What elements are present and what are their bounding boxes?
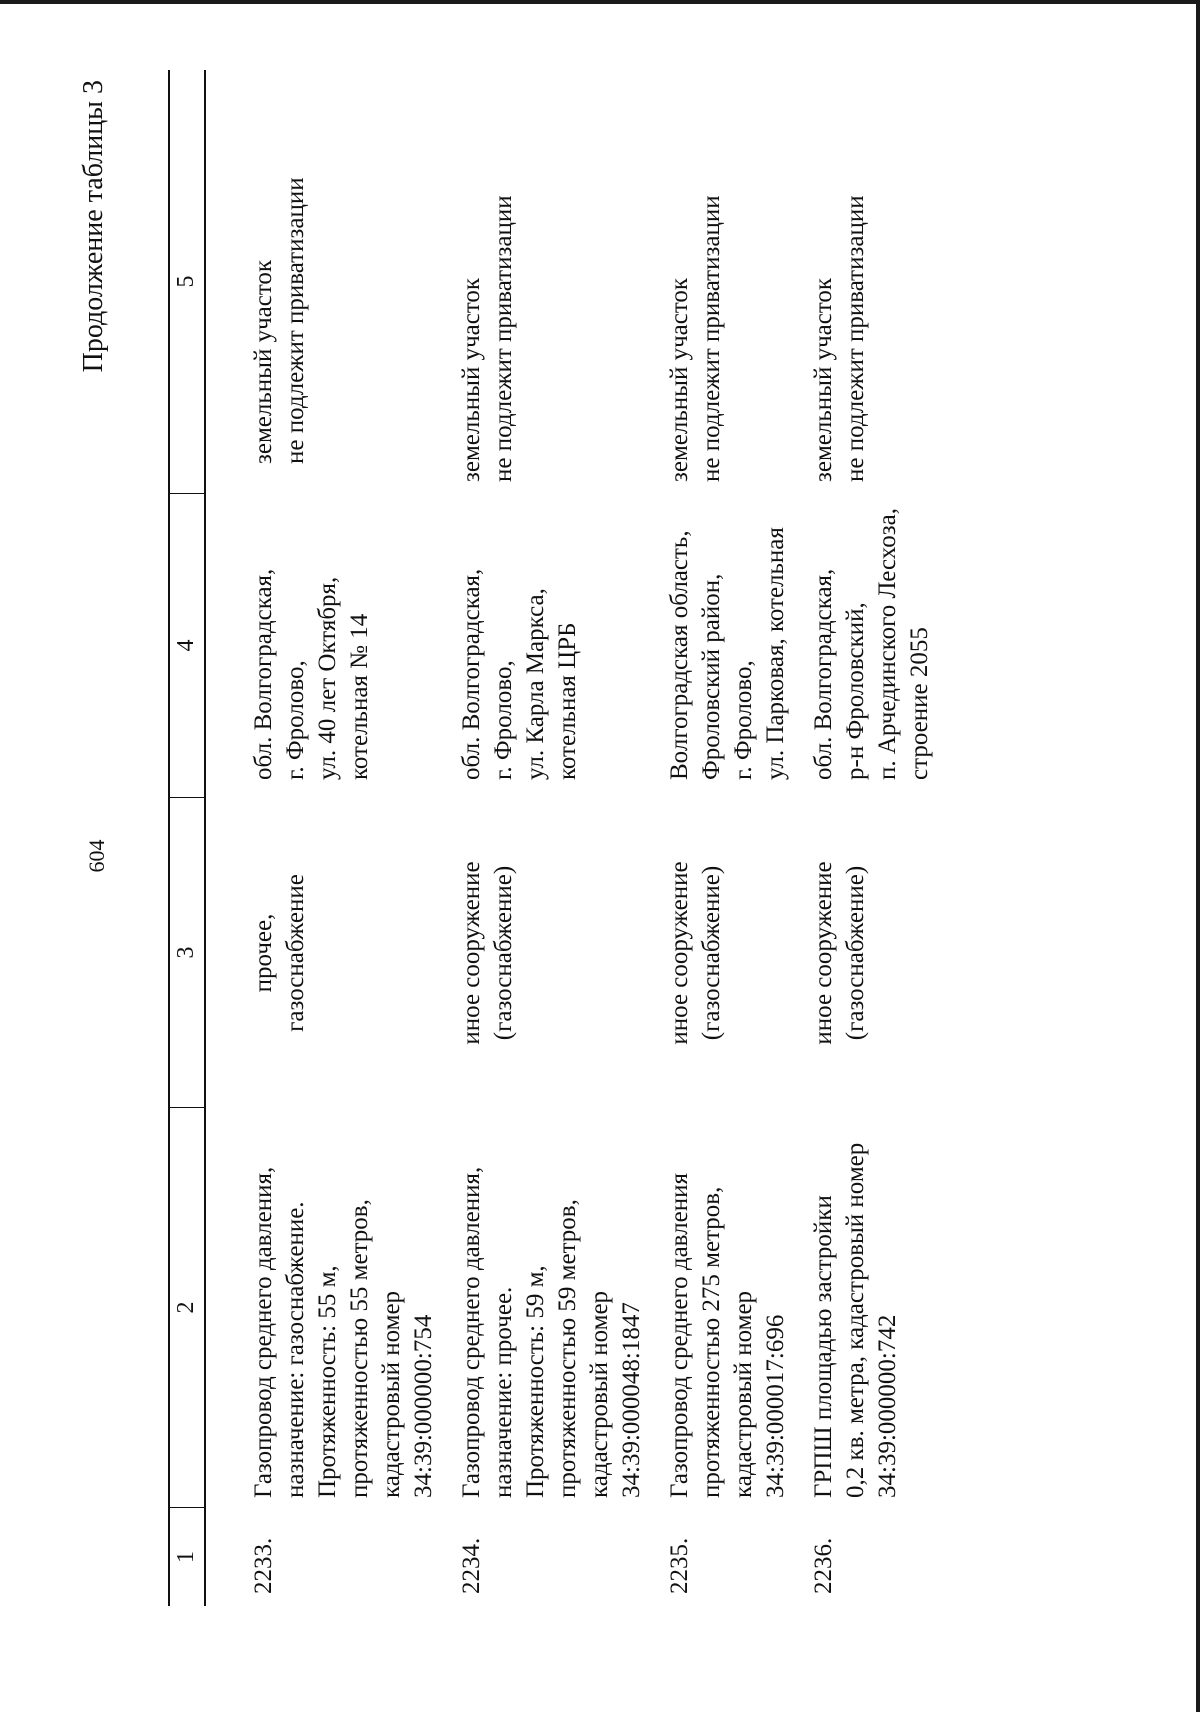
- object-address: обл. Волгоградская, г. Фролово, ул. Карла Маркса, котельная ЦРБ: [458, 568, 581, 780]
- object-address: обл. Волгоградская, р-н Фроловский, п. Арчединского Лесхоза, строение 2055: [810, 507, 933, 780]
- object-description: ГРПШ площадью застройки 0,2 кв. метра, кадастровый номер 34:39:000000:742: [810, 1142, 901, 1498]
- table-row: [664, 70, 792, 1606]
- page-number: 604: [84, 839, 109, 873]
- object-description: Газопровод среднего давления, назначение: газоснабжение. Протяженность: 55 м, протяженностью 55 метров, кадастровый номер 34:39:000000:754: [250, 1166, 437, 1498]
- property-table: [168, 70, 936, 1606]
- object-type: иное сооружение (газоснабжение): [458, 861, 517, 1045]
- table-header-row: [170, 70, 206, 1606]
- object-type: иное сооружение (газоснабжение): [666, 861, 725, 1045]
- table-row: [808, 70, 936, 1606]
- column-header-5: 5: [170, 70, 204, 494]
- column-header-3: 3: [170, 798, 204, 1108]
- row-number: 2233.: [250, 1537, 277, 1594]
- row-number: 2234.: [458, 1537, 485, 1594]
- column-header-4: 4: [170, 494, 204, 798]
- land-note: земельный участок не подлежит приватизации: [250, 177, 309, 464]
- object-description: Газопровод среднего давления протяженностью 275 метров, кадастровый номер 34:39:000017:696: [666, 1173, 789, 1498]
- table-row: [248, 70, 440, 1606]
- row-number: 2236.: [810, 1537, 837, 1594]
- column-header-1: 1: [173, 1551, 199, 1563]
- table-row: [456, 70, 648, 1606]
- object-description: Газопровод среднего давления, назначение: прочее. Протяженность: 59 м, протяженностью 59 метров, кадастровый номер 34:39:000048:1847: [458, 1166, 645, 1498]
- object-address: обл. Волгоградская, г. Фролово, ул. 40 лет Октября, котельная № 14: [250, 568, 373, 780]
- land-note: земельный участок не подлежит приватизации: [666, 195, 725, 482]
- object-address: Волгоградская область, Фроловский район, г. Фролово, ул. Парковая, котельная: [666, 527, 789, 780]
- land-note: земельный участок не подлежит приватизации: [458, 195, 517, 482]
- object-type: прочее, газоснабжение: [250, 874, 309, 1032]
- land-note: земельный участок не подлежит приватизации: [810, 195, 869, 482]
- table-continuation-label: Продолжение таблицы 3: [78, 80, 109, 373]
- column-header-2: 2: [170, 1108, 204, 1508]
- object-type: иное сооружение (газоснабжение): [810, 861, 869, 1045]
- row-number: 2235.: [666, 1537, 693, 1594]
